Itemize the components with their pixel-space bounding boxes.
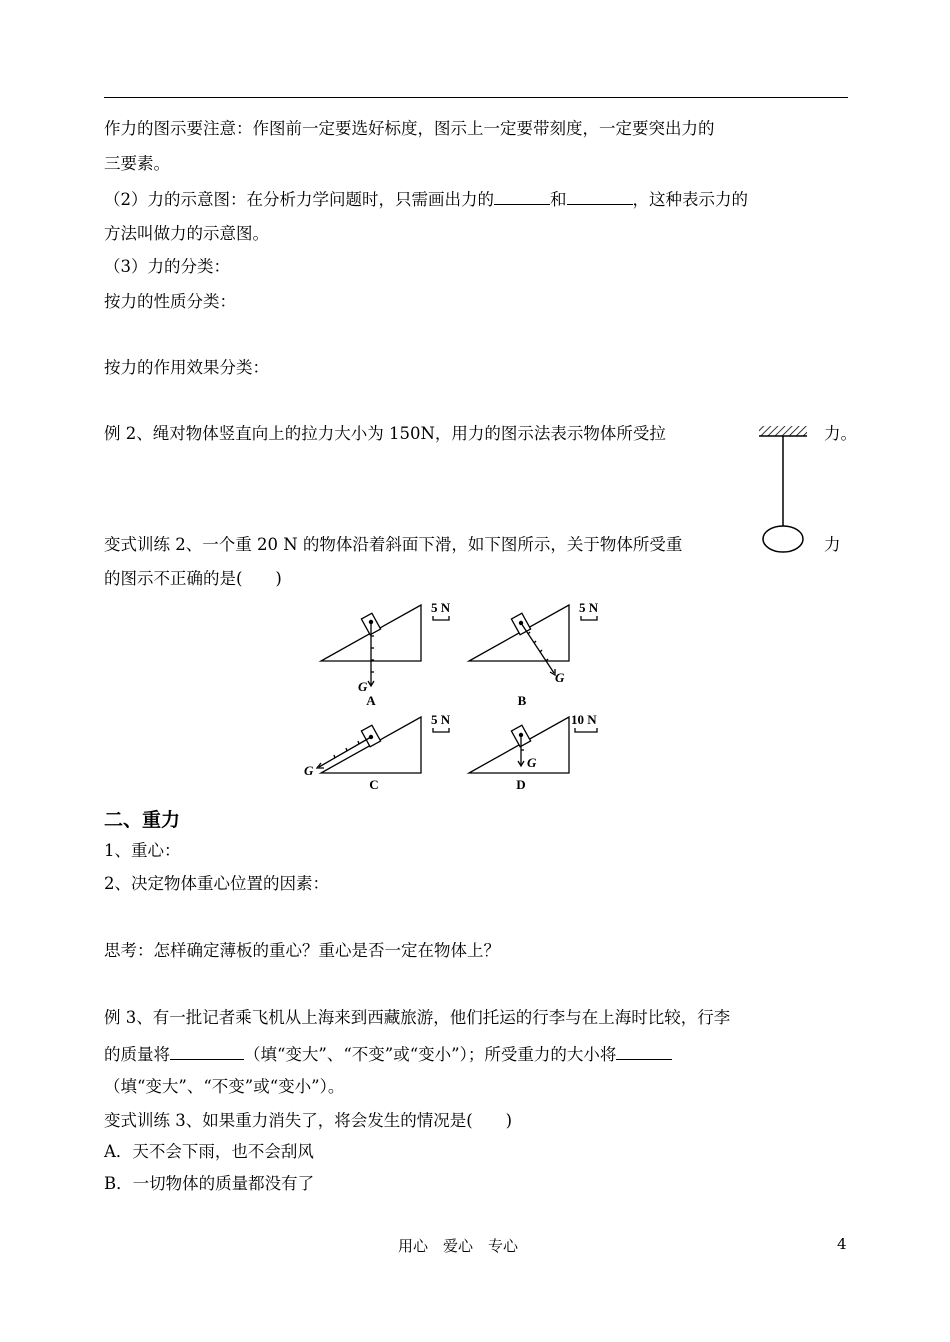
fill-blank (494, 188, 550, 205)
footer-text: 用心 爱心 专心 (398, 1237, 519, 1255)
scale-bar-d (575, 728, 597, 732)
panel-a (321, 605, 449, 686)
text-segment: ，这种表示力的 (632, 190, 748, 209)
example-2: 例 2、绳对物体竖直向上的拉力大小为 150N，用力的图示法表示物体所受拉 (104, 424, 666, 443)
force-arrow-c (319, 737, 371, 767)
page-number: 4 (837, 1235, 847, 1253)
fill-blank (616, 1043, 672, 1060)
scale-bar-b (581, 616, 597, 620)
scale-bar-c (433, 728, 449, 732)
example-2-end: 力。 (824, 424, 857, 443)
text-segment: 的质量将 (104, 1045, 170, 1064)
fill-blank (567, 188, 633, 205)
text-line: 三要素。 (104, 154, 170, 173)
header-rule (104, 97, 848, 98)
variant-2-end: 力 (824, 535, 841, 554)
scale-label-c: 5 N (431, 712, 451, 727)
force-label-d: G (527, 755, 537, 770)
text-line: （3）力的分类： (104, 257, 230, 276)
scale-bar-a (433, 616, 449, 620)
text-line: 1、重心： (104, 841, 181, 860)
force-label-b: G (555, 670, 565, 685)
scale-label-d: 10 N (571, 712, 597, 727)
hanging-object-figure (755, 420, 815, 560)
text-line: 按力的作用效果分类： (104, 358, 269, 377)
scale-label-b: 5 N (579, 600, 599, 615)
variant-3: 变式训练 3、如果重力消失了，将会发生的情况是( ) (104, 1111, 513, 1130)
fill-blank (170, 1043, 244, 1060)
panel-label-c: C (369, 777, 379, 792)
text-line: 方法叫做力的示意图。 (104, 224, 269, 243)
hanging-ball (763, 526, 803, 552)
panel-c (317, 717, 449, 773)
panel-label-a: A (366, 693, 376, 708)
section-heading: 二、重力 (104, 809, 181, 831)
text-line (104, 188, 748, 210)
example-3-line3: （填“变大”、“不变”或“变小”）。 (104, 1077, 345, 1096)
variant-2: 变式训练 2、一个重 20 N 的物体沿着斜面下滑，如下图所示，关于物体所受重 (104, 535, 683, 554)
incline-force-diagrams (300, 595, 620, 795)
text-segment: （填“变大”、“不变”或“变小”）；所受重力的大小将 (244, 1045, 617, 1064)
example-3-line2 (104, 1043, 672, 1065)
text-segment: （2）力的示意图：在分析力学问题时，只需画出力的 (104, 190, 494, 209)
panel-label-d: D (516, 777, 526, 792)
text-segment: 和 (550, 190, 567, 209)
force-arrow-b (521, 623, 554, 673)
example-3: 例 3、有一批记者乘飞机从上海来到西藏旅游，他们托运的行李与在上海时比较，行李 (104, 1008, 731, 1027)
option-a: A．天不会下雨，也不会刮风 (104, 1142, 314, 1161)
text-line: 2、决定物体重心位置的因素： (104, 874, 329, 893)
text-line: 按力的性质分类： (104, 292, 236, 311)
panel-label-b: B (517, 693, 527, 708)
think-question: 思考：怎样确定薄板的重心？重心是否一定在物体上？ (104, 941, 500, 960)
scale-label-a: 5 N (431, 600, 451, 615)
panel-b (469, 605, 597, 675)
variant-2-question: 的图示不正确的是( ) (104, 569, 282, 588)
option-b: B．一切物体的质量都没有了 (104, 1174, 315, 1193)
force-label-a: G (358, 679, 368, 694)
force-label-c: G (304, 763, 314, 778)
ceiling-support (759, 426, 807, 436)
text-line: 作力的图示要注意：作图前一定要选好标度，图示上一定要带刻度，一定要突出力的 (104, 119, 715, 138)
